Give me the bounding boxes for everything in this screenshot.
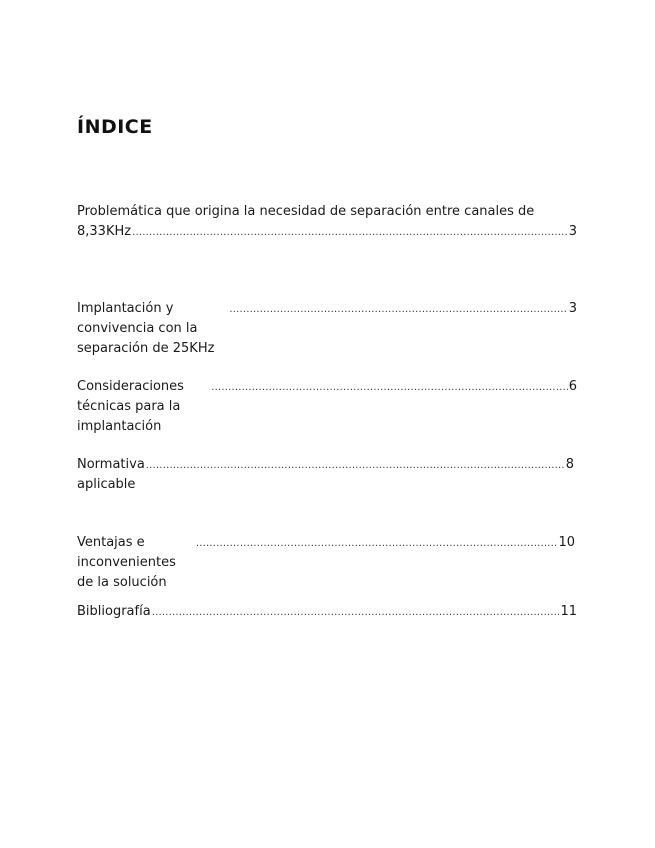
toc-entry-bibliografia[interactable] — [77, 602, 577, 623]
toc-entry-text: Bibliografía — [77, 604, 151, 619]
toc-entry-problematica[interactable] — [77, 202, 577, 243]
toc-page-number: 3 — [568, 224, 577, 239]
toc-entry-text: Normativa aplicable — [77, 457, 149, 492]
toc-leader-dots — [152, 603, 560, 623]
toc-page-number: 8 — [565, 457, 574, 472]
toc-page-number: 6 — [568, 379, 577, 394]
toc-entry-text: Ventajas e inconvenientes de la solución — [77, 535, 180, 590]
toc-entry-implantacion[interactable] — [77, 299, 577, 359]
toc-entry-text: Consideraciones técnicas para la implantación — [77, 379, 189, 434]
toc-leader-dots — [146, 456, 565, 476]
toc-page-number: 10 — [558, 535, 575, 550]
toc-leader-dots — [196, 534, 558, 554]
page-title: ÍNDICE — [77, 116, 153, 138]
toc-leader-dots — [229, 300, 567, 320]
toc-entry-normativa[interactable] — [77, 455, 574, 495]
toc-leader-dots — [211, 378, 568, 398]
toc-page-number: 3 — [568, 301, 577, 316]
toc-leader-dots — [132, 223, 568, 243]
toc-entry-ventajas[interactable] — [77, 533, 575, 593]
toc-entry-text-line1: Problemática que origina la necesidad de separación entre canales de — [77, 204, 535, 219]
toc-entry-text: 8,33KHz — [77, 224, 136, 239]
toc-page-number: 11 — [560, 604, 577, 619]
toc-entry-consideraciones[interactable] — [77, 377, 577, 437]
toc-entry-text: Implantación y convivencia con la separación de 25KHz — [77, 301, 215, 356]
